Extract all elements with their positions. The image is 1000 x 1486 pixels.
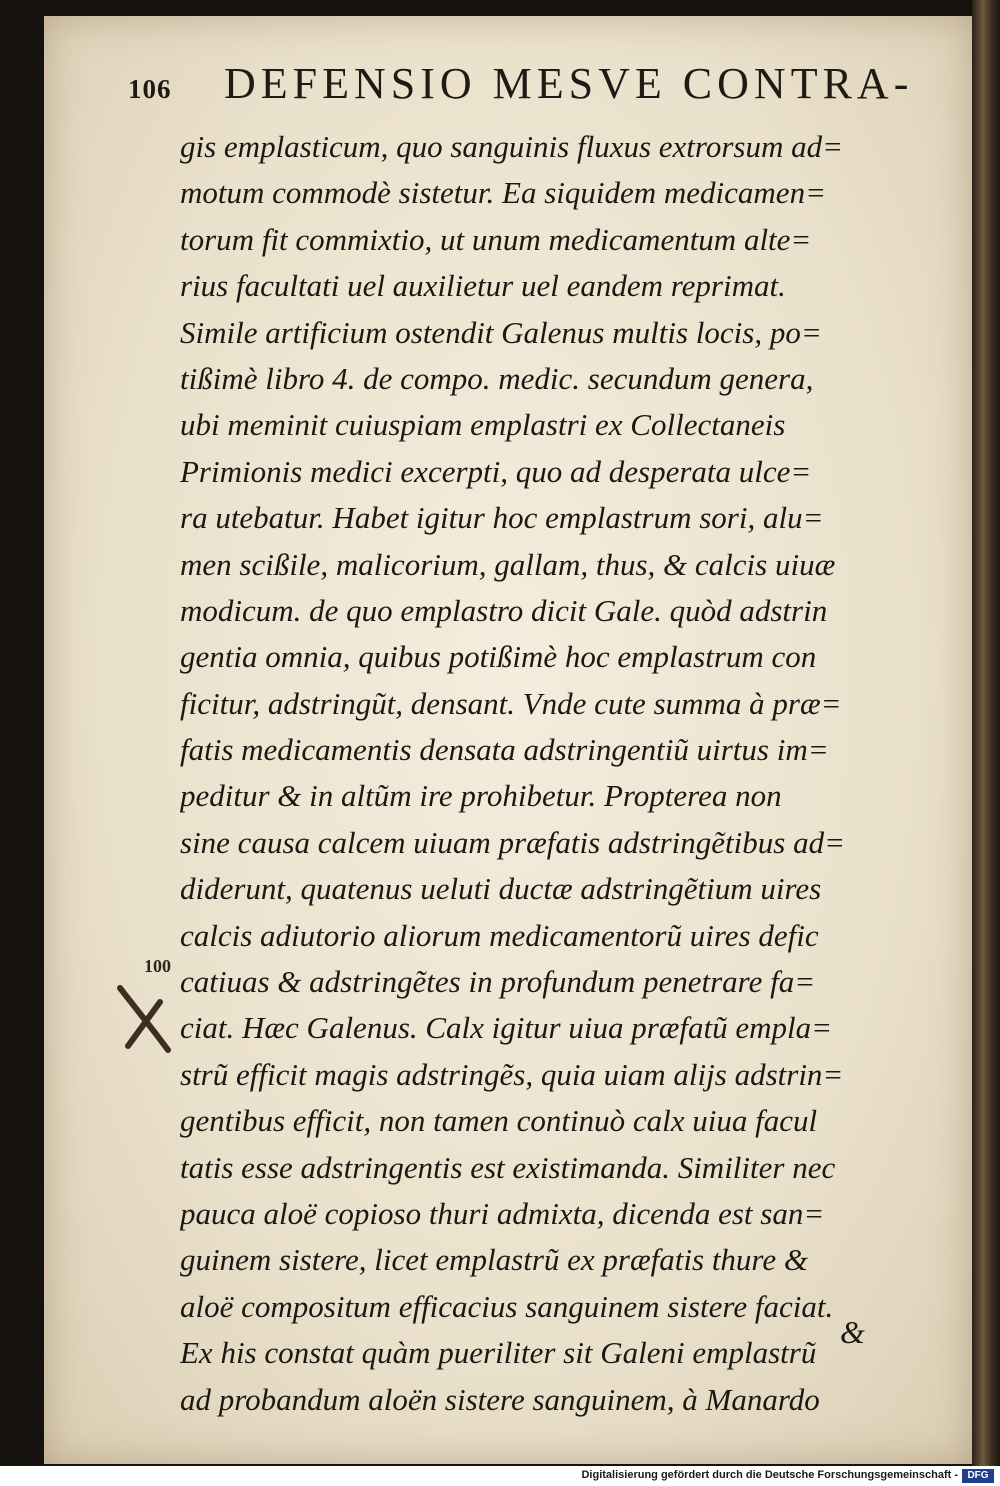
text-line: ra utebatur. Habet igitur hoc emplastrum sori, alu= <box>180 500 824 536</box>
page-header <box>128 58 914 118</box>
text-line: guinem sistere, licet emplastrũ ex præfatis thure & <box>180 1242 808 1278</box>
text-line: catiuas & adstringẽtes in profundum penetrare fa= <box>180 964 816 1000</box>
text-line: ubi meminit cuiuspiam emplastri ex Collectaneis <box>180 407 786 443</box>
text-line: sine causa calcem uiuam præfatis adstringẽtibus ad= <box>180 824 846 860</box>
text-line: rius facultati uel auxilietur uel eandem reprimat. <box>180 268 786 304</box>
text-line: calcis adiutorio aliorum medicamentorũ uires defic <box>180 917 819 953</box>
text-line: men scißile, malicorium, gallam, thus, & calcis uiuæ <box>180 546 836 582</box>
text-line: torum fit commixtio, ut unum medicamentum alte= <box>180 221 812 257</box>
text-line: Simile artificium ostendit Galenus multis locis, po= <box>180 314 822 350</box>
text-line: fatis medicamentis densata adstringentiũ uirtus im= <box>180 732 829 768</box>
margin-hand-mark-icon <box>116 984 176 1054</box>
text-line: ciat. Hæc Galenus. Calx igitur uiua præfatũ empla= <box>180 1010 833 1046</box>
page-number: 106 <box>128 74 172 104</box>
digitization-credit: Digitalisierung gefördert durch die Deutsche Forschungsgemeinschaft - <box>581 1469 958 1481</box>
text-line: motum commodè sistetur. Ea siquidem medicamen= <box>180 175 826 211</box>
dfg-logo-icon: DFG <box>962 1469 994 1483</box>
book-edge <box>972 0 1000 1466</box>
text-line: gentibus efficit, non tamen continuò calx uiua facul <box>180 1103 818 1139</box>
text-line: ad probandum aloën sistere sanguinem, à Manardo <box>180 1381 820 1417</box>
text-line: strũ efficit magis adstringẽs, quia uiam alijs adstrin= <box>180 1056 844 1092</box>
running-title: DEFENSIO MESVE CONTRA- <box>224 59 914 108</box>
text-line: modicum. de quo emplastro dicit Gale. quòd adstrin <box>180 592 828 628</box>
text-line: ficitur, adstringũt, densant. Vnde cute summa à præ= <box>180 685 842 721</box>
catchword: & <box>840 1314 865 1350</box>
margin-number: 100 <box>144 956 171 976</box>
text-line: pauca aloë copioso thuri admixta, dicenda est san= <box>180 1195 825 1231</box>
text-line: diderunt, quatenus ueluti ductæ adstringẽtium uires <box>180 871 822 907</box>
text-line: peditur & in altũm ire prohibetur. Propterea non <box>180 778 782 814</box>
text-line: tatis esse adstringentis est existimanda. Similiter nec <box>180 1149 836 1185</box>
text-line: aloë compositum efficacius sanguinem sistere faciat. <box>180 1288 834 1324</box>
text-line: tißimè libro 4. de compo. medic. secundum genera, <box>180 360 814 396</box>
body-text <box>180 124 940 1423</box>
text-line: Primionis medici excerpti, quo ad desperata ulce= <box>180 453 812 489</box>
text-line: Ex his constat quàm pueriliter sit Galeni emplastrũ <box>180 1335 817 1371</box>
text-line: gis emplasticum, quo sanguinis fluxus extrorsum ad= <box>180 129 844 164</box>
footer-bar <box>0 1466 1000 1486</box>
text-line: gentia omnia, quibus potißimè hoc emplastrum con <box>180 639 817 675</box>
